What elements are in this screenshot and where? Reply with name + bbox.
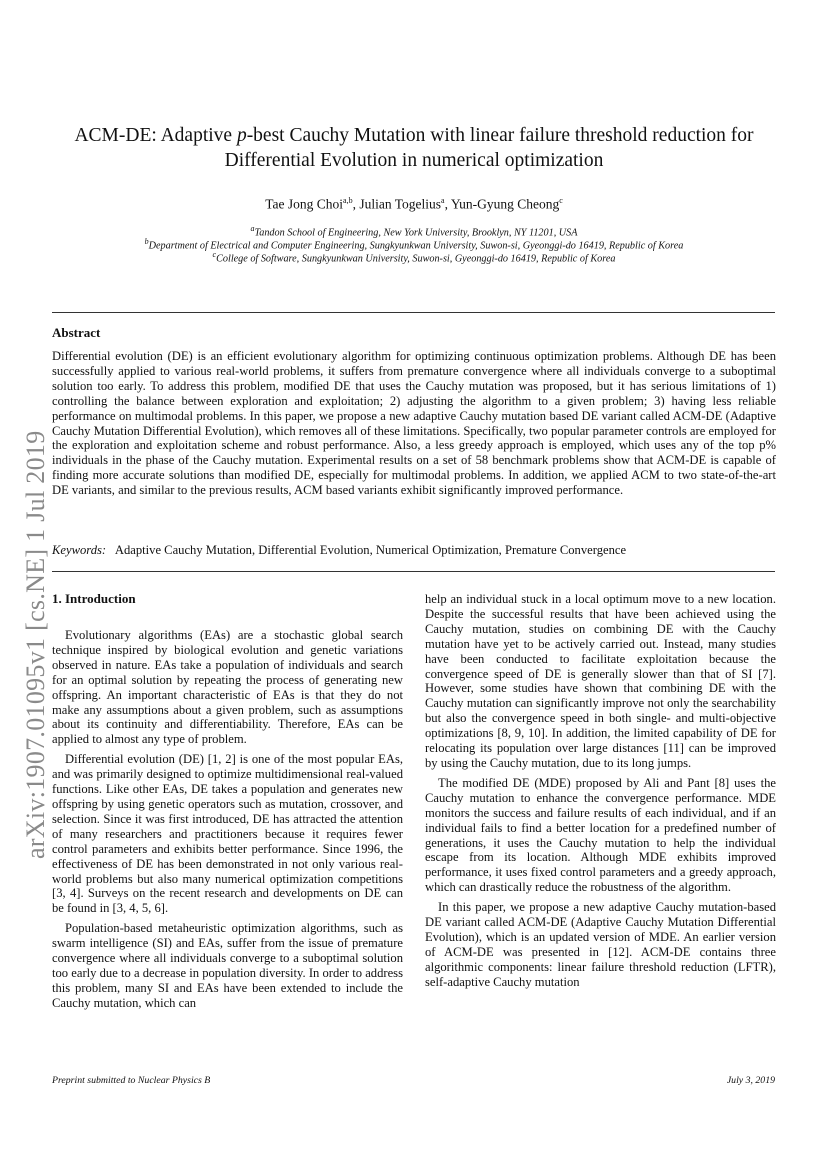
affiliation-sup: a	[250, 224, 255, 233]
paragraph: Population-based metaheuristic optimization algorithms, such as swarm intelligence (SI) and EAs, suffer from the issue of premature convergence where all individuals converge to a suboptimal solution too early due to a decrease in population diversity. In order to address this problem, many SI and EAs have been extended to include the Cauchy mutation, which can	[52, 921, 403, 1010]
keywords	[52, 543, 776, 558]
column-right	[425, 592, 776, 995]
divider-bottom	[52, 571, 775, 572]
title-line1-pre: ACM-DE: Adaptive	[74, 125, 237, 146]
paragraph: help an individual stuck in a local optimum move to a new location. Despite the successful results that have been achieved using the Cauchy mutation, studies on combining DE with the Cauchy mutation have yet to be actively carried out. Instead, many studies have been conducted to facilitate exploitation because the convergence speed of DE is generally slower than that of SI [7]. However, some studies have shown that combining DE with the Cauchy mutation can significantly improve not only the searchability but also the convergence speed in both single- and multi-objective optimizations [8, 9, 10]. In addition, the limited capability of DE for relocating its population over large distances [11] can be improved by using the Cauchy mutation, due to its long jumps.	[425, 592, 776, 770]
paragraph: In this paper, we propose a new adaptive Cauchy mutation-based DE variant called ACM-DE (Adaptive Cauchy Mutation Differential Evolution), which is an updated version of MDE. An earlier version of ACM-DE was presented in [12]. ACM-DE contains three algorithmic components: linear failure threshold reduction (LFTR), self-adaptive Cauchy mutation	[425, 900, 776, 989]
footer-preprint: Preprint submitted to Nuclear Physics B	[52, 1075, 211, 1086]
affiliation-sup: b	[144, 237, 149, 246]
keywords-label: Keywords:	[52, 543, 107, 557]
keywords-text: Adaptive Cauchy Mutation, Differential Evolution, Numerical Optimization, Premature Convergence	[114, 543, 627, 557]
affiliation	[52, 250, 776, 264]
footer-date: July 3, 2019	[726, 1075, 775, 1086]
divider-top	[52, 312, 775, 313]
column-left	[52, 590, 403, 1016]
section-heading: 1. Introduction	[52, 591, 136, 606]
arxiv-stamp: arXiv:1907.01095v1 [cs.NE] 1 Jul 2019	[21, 430, 50, 860]
paragraph: The modified DE (MDE) proposed by Ali and Pant [8] uses the Cauchy mutation to enhance the convergence performance. MDE monitors the success and failure results of each individual, and if an individual fails to find a better location for a predefined number of generations, it uses the Cauchy mutation to help the individual escape from its location. Although MDE exhibits improved performance, it uses fixed control parameters and a greedy approach, which can drastically reduce the robustness of the algorithm.	[425, 775, 776, 895]
author-sup: a,b	[343, 196, 353, 205]
paper-title	[52, 123, 776, 173]
title-line2: Differential Evolution in numerical optimization	[224, 150, 604, 171]
title-line1-post: -best Cauchy Mutation with linear failure threshold reduction for	[246, 125, 754, 146]
author-sup: c	[559, 196, 563, 205]
title-line1-var: p	[236, 125, 247, 146]
affiliation-text: Tandon School of Engineering, New York University, Brooklyn, NY 11201, USA	[254, 227, 578, 239]
author-name: Tae Jong Choi	[265, 196, 344, 212]
abstract-body: Differential evolution (DE) is an efficient evolutionary algorithm for optimizing continuous optimization problems. Although DE has been successfully applied to various real-world problems, it suffers from premature convergence where all individuals converge to a suboptimal solution too early. To address this problem, modified DE that uses the Cauchy mutation was proposed, but it has serious limitations of 1) controlling the balance between exploration and exploitation; 2) adjusting the algorithm to a given problem; 3) having less reliable performance on multimodal problems. In this paper, we propose a new adaptive Cauchy mutation based DE variant called ACM-DE (Adaptive Cauchy Mutation Differential Evolution), which removes all of these limitations. Specifically, two popular parameter controls are employed for the exploration and exploitation scheme and robust performance. Also, a less greedy approach is employed, which uses any of the top p% individuals in the phase of the Cauchy mutation. Experimental results on a set of 58 benchmark problems show that ACM-DE is capable of finding more accurate solutions than modified DE, especially for multimodal problems. In addition, we applied ACM to two state-of-the-art DE variants, and similar to the previous results, ACM based variants exhibit significantly improved performance.	[52, 349, 776, 498]
affiliation-sup: c	[212, 250, 217, 259]
paragraph: Differential evolution (DE) [1, 2] is one of the most popular EAs, and was primarily designed to optimize multidimensional real-valued functions. Like other EAs, DE takes a population and generates new offspring by using genetic operators such as mutation, crossover, and selection. Since it was first introduced, DE has attracted the attention of many researchers and practitioners because it requires fewer control parameters and exhibits better performance. Since 1996, the effectiveness of DE has been demonstrated in not only various real-world problems but also many numerical optimization competitions [3, 4]. Surveys on the recent research and developments on DE can be found in [3, 4, 5, 6].	[52, 752, 403, 916]
abstract-heading: Abstract	[52, 325, 101, 340]
author-name: Yun-Gyung Cheong	[450, 196, 560, 212]
author-sup: a	[441, 196, 445, 205]
author-name: Julian Togelius	[359, 196, 442, 212]
author-list: Tae Jong Choi$^{a,b}$, Julian Togelius$^a$, Yun-Gyung Cheong$^c$	[265, 196, 563, 212]
affiliation-text: Department of Electrical and Computer Engineering, Sungkyunkwan University, Suwon-si, Gyeonggi-do 16419, Republic of Korea	[148, 240, 684, 252]
affiliation-text: College of Software, Sungkyunkwan University, Suwon-si, Gyeonggi-do 16419, Republic of Korea	[216, 253, 616, 265]
paragraph: Evolutionary algorithms (EAs) are a stochastic global search technique inspired by biological evolution and genetic variations observed in nature. EAs take a population of individuals and search for an optimal solution by repeating the process of generating new offspring. An important characteristic of EAs is that they do not make any assumptions about a given problem, such as assumptions about its continuity and differentiability. Therefore, EAs can be applied to almost any type of problem.	[52, 628, 403, 747]
